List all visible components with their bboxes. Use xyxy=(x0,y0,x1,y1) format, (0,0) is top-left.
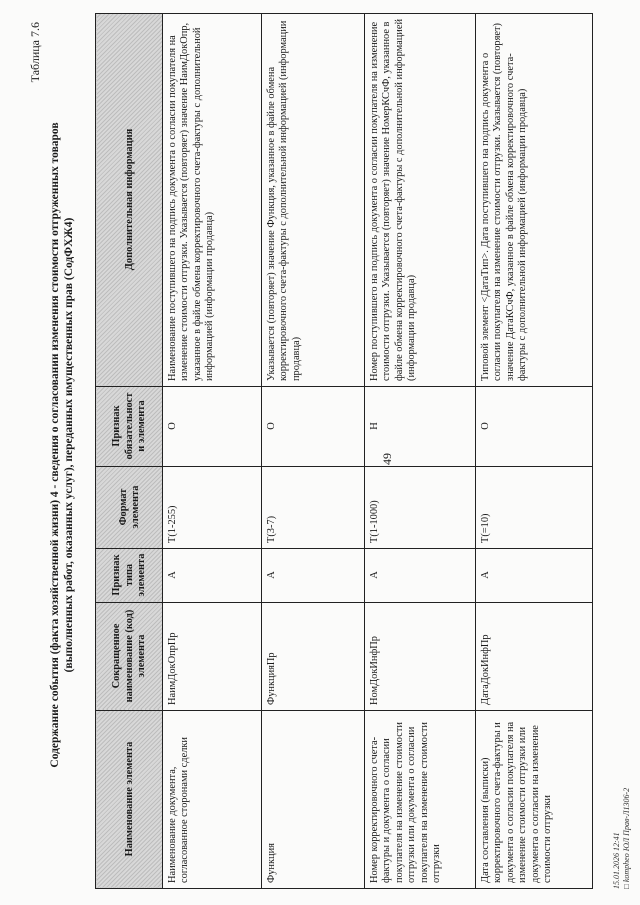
cell-type: А xyxy=(262,549,365,603)
cell-required: О xyxy=(262,387,365,467)
stamp-source: □ kompheo ЮЛ Прав-Л1306-2 xyxy=(622,787,631,889)
header-type: Признак типа элемента xyxy=(96,549,163,603)
cell-name: Дата составления (выписки) корректировочного счета-фактуры и документа о согласии покупателя на изменение стоимости отгрузки или документа о согласии на изменение стоимости отгрузки xyxy=(476,711,593,889)
cell-name: Номер корректировочного счета-фактуры и документа о согласии покупателя на изменение стоимости отгрузки или документа о согласии покупателя на изменение стоимости отгрузки xyxy=(365,711,476,889)
table-row xyxy=(476,14,593,889)
cell-info: Наименование поступившего на подпись документа о согласии покупателя на изменение стоимости отгрузки. Указывается (повторяет) значение НаимДокОпр, указанное в файле обмена корректировочного счета-фактуры с дополнительной информацией (информации продавца) xyxy=(163,14,262,387)
cell-type: А xyxy=(476,549,593,603)
cell-code: ФункцияПр xyxy=(262,603,365,711)
header-format: Формат элемента xyxy=(96,467,163,549)
cell-type: А xyxy=(163,549,262,603)
table-row xyxy=(365,14,476,889)
cell-required: Н xyxy=(365,387,476,467)
table-row xyxy=(262,14,365,889)
header-info: Дополнительная информация xyxy=(96,14,163,387)
cell-name: Функция xyxy=(262,711,365,889)
stamp-date: 15.01.2026 12:41 xyxy=(612,832,621,889)
cell-type: А xyxy=(365,549,476,603)
cell-code: НаимДокОпрПр xyxy=(163,603,262,711)
cell-format: T(1-255) xyxy=(163,467,262,549)
header-required: Признак обязательности элемента xyxy=(96,387,163,467)
cell-info: Типовой элемент <ДатаТип>. Дата поступившего на подпись документа о согласии покупателя на изменение стоимости отгрузки. Указывается (повторяет) значение ДатаКСчФ, указанное в файле обмена корректировочного счета-фактуры с дополнительной информацией (информации продавца) xyxy=(476,14,593,387)
table-row xyxy=(163,14,262,889)
header-name: Наименование элемента xyxy=(96,711,163,889)
cell-required: О xyxy=(163,387,262,467)
title-line-1: Содержание события (факта хозяйственной жизни) 4 - сведения о согласовании изменения стоимости отгруженных товаров xyxy=(49,122,61,768)
cell-required: О xyxy=(476,387,593,467)
table-label: Таблица 7.6 xyxy=(28,22,42,83)
cell-format: T(1-1000) xyxy=(365,467,476,549)
cell-format: T(3-7) xyxy=(262,467,365,549)
cell-code: НомДокИнфПр xyxy=(365,603,476,711)
header-code: Сокращенное наименование (код) элемента xyxy=(96,603,163,711)
cell-info: Номер поступившего на подпись документа о согласии покупателя на изменение стоимости отгрузки. Указывается (повторяет) значение НомерКСчФ, указанное в файле обмена корректировочного счета-фактуры с дополнительной информацией (информации продавца) xyxy=(365,14,476,387)
data-table xyxy=(95,13,593,889)
title-line-2: (выполненных работ, оказанных услуг), переданных имущественных прав (СодФХЖ4) xyxy=(63,217,75,673)
header-row xyxy=(96,14,163,889)
cell-name: Наименование документа, согласованное сторонами сделки xyxy=(163,711,262,889)
page-number: 49 xyxy=(380,453,394,465)
table-title xyxy=(48,15,76,875)
cell-info: Указывается (повторяет) значение Функция, указанное в файле обмена корректировочного счета-фактуры с дополнительной информацией (информации продавца) xyxy=(262,14,365,387)
print-stamp xyxy=(612,788,632,889)
cell-code: ДатаДокИнфПр xyxy=(476,603,593,711)
cell-format: T(=10) xyxy=(476,467,593,549)
